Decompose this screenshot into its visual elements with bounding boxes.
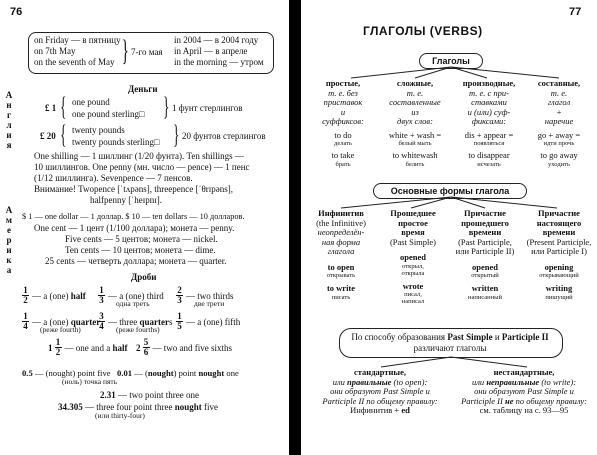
fraction-whole: 2 bbox=[136, 342, 141, 353]
pound1-line-1: one pound bbox=[72, 97, 110, 107]
fraction-symbol bbox=[98, 286, 105, 305]
verb-type-example-translation: исчезать bbox=[477, 160, 501, 168]
left-page bbox=[0, 0, 289, 455]
dollar-line-2: One cent — 1 цент (1/100 доллара); монета — penny. bbox=[34, 223, 235, 233]
fraction-item bbox=[48, 338, 128, 357]
dollar-line-1: $ 1 — one dollar — 1 доллар. $ 10 — ten dollars — 10 долларов. bbox=[22, 212, 245, 221]
verb-form-example: wrote bbox=[402, 280, 424, 291]
verb-form-example: opened bbox=[400, 252, 426, 262]
date-brace-label: 7-го мая bbox=[131, 47, 163, 57]
dollar-line-3: Five cents — 5 центов; монета — nickel. bbox=[65, 234, 218, 244]
dollar-line-5: 25 cents — четверть доллара; монета — quarter. bbox=[45, 256, 227, 266]
page-title: ГЛАГОЛЫ (VERBS) bbox=[363, 24, 483, 38]
fraction-text: — two and five sixths bbox=[152, 342, 232, 353]
verb-type-desc: ставками bbox=[471, 97, 507, 107]
verb-type-desc: т. е. с при- bbox=[469, 87, 509, 98]
fraction-numerator: 1 bbox=[23, 285, 28, 295]
verb-form-head: Причастие bbox=[464, 208, 506, 218]
irregular-line-1: или неправильные (to write): bbox=[471, 376, 577, 387]
decimal-line-1: 0.5 — (nought) point five 0.01 — (nought) point nought one bbox=[22, 368, 239, 378]
irregular-verbs bbox=[453, 368, 595, 416]
money-heading: Деньги bbox=[128, 84, 158, 94]
verb-type-head: производные, bbox=[462, 78, 516, 88]
regular-verbs bbox=[309, 368, 451, 416]
verb-form-head: времени bbox=[468, 227, 502, 237]
verb-form-example-translation: открывать bbox=[326, 272, 356, 279]
verb-type-desc: приставок bbox=[323, 97, 363, 107]
pound20-translation: 20 фунтов стерлингов bbox=[182, 131, 266, 141]
fraction-numerator: 3 bbox=[99, 311, 104, 321]
verb-form-example: written bbox=[471, 283, 499, 293]
pound20-brace-left: { bbox=[60, 120, 67, 149]
pound1-amount: £ 1 bbox=[45, 103, 57, 113]
shilling-line-5: halfpenny [ˈheɪpnɪ]. bbox=[90, 195, 162, 205]
fraction-numerator: 1 bbox=[177, 311, 182, 321]
verb-type-example: go + away = bbox=[537, 129, 581, 140]
america-side-label: А м е р и к а bbox=[5, 205, 13, 275]
fraction-symbol bbox=[176, 312, 183, 331]
decimal-line-3: 34.305 — three four point three nought five bbox=[58, 402, 218, 412]
pound1-brace-left: { bbox=[60, 92, 67, 121]
pound20-brace-right: } bbox=[173, 120, 180, 149]
verb-type-example: to do bbox=[334, 129, 352, 140]
verb-form-desc: (Past Simple) bbox=[389, 236, 437, 247]
verb-type-column bbox=[379, 79, 451, 168]
verb-type-desc: и (или) суф- bbox=[467, 106, 511, 117]
verb-type-desc: и bbox=[340, 106, 346, 117]
verb-form-head: простое bbox=[398, 217, 428, 228]
pound1-line-2: one pound sterling□ bbox=[72, 109, 145, 119]
shilling-line-2: 10 шиллингов. One penny (мн. число — pence) — 1 пенс bbox=[34, 162, 250, 172]
verb-form-example-translation: открыла bbox=[401, 269, 425, 277]
verb-form-head: прошедшего bbox=[461, 217, 509, 228]
verb-type-column bbox=[453, 79, 525, 168]
regular-line-1: или правильные (to open): bbox=[332, 376, 428, 387]
date-line-5: in April — в апреле bbox=[174, 46, 248, 56]
verbs-pill: Глаголы bbox=[419, 53, 483, 69]
verb-form-head: Инфинитив bbox=[318, 208, 364, 218]
fraction-text: — a (one) half bbox=[32, 290, 86, 301]
verb-form-example-translation: написал bbox=[401, 298, 425, 305]
dollar-line-4: Ten cents — 10 центов; монета — dime. bbox=[65, 245, 216, 255]
date-line-2: on 7th May bbox=[34, 46, 76, 56]
verb-form-example: to write bbox=[326, 283, 356, 293]
method-line-2: различают глаголы bbox=[413, 343, 487, 353]
verb-type-example-translation: белить bbox=[405, 160, 425, 168]
date-line-4: in 2004 — в 2004 году bbox=[174, 35, 259, 45]
verb-type-example-translation: появляться bbox=[473, 140, 505, 147]
verb-form-example: writing bbox=[545, 283, 573, 293]
fraction-numerator: 2 bbox=[177, 285, 182, 295]
pound20-line-2: twenty pounds sterling□ bbox=[72, 137, 160, 147]
dates-brace: } bbox=[121, 34, 129, 67]
verb-type-example-translation: делать bbox=[334, 140, 352, 147]
page-number-left: 76 bbox=[10, 6, 23, 18]
verb-form-desc: (Past Participle, bbox=[458, 236, 512, 247]
fraction-text: — a (one) third bbox=[108, 290, 164, 301]
fraction-text: — a (one) fifth bbox=[186, 316, 241, 327]
fraction-symbol bbox=[55, 338, 62, 357]
verb-type-example: to go away bbox=[540, 150, 578, 160]
pound20-amount: £ 20 bbox=[40, 131, 56, 141]
england-side-label: А н г л и я bbox=[5, 90, 13, 150]
verb-type-desc: фиксами: bbox=[471, 116, 507, 126]
fraction-denominator: 4 bbox=[99, 321, 104, 331]
fraction-symbol bbox=[143, 338, 150, 357]
verb-form-example: opening bbox=[544, 261, 574, 272]
verb-type-example: dis + appear = bbox=[464, 129, 514, 140]
date-line-3: on the seventh of May bbox=[34, 57, 115, 67]
verb-type-desc: + bbox=[556, 106, 562, 117]
fraction-numerator: 5 bbox=[143, 337, 149, 347]
verb-type-head: простые, bbox=[325, 78, 361, 88]
verb-type-head: сложные, bbox=[396, 78, 434, 88]
fraction-item bbox=[176, 312, 240, 331]
fraction-numerator: 1 bbox=[55, 337, 61, 347]
verb-form-head: Прошедшее bbox=[390, 208, 436, 218]
date-line-1: on Friday — в пятницу bbox=[34, 35, 121, 45]
verb-type-column bbox=[523, 79, 595, 168]
shilling-line-3: (1/12 шиллинга). Sevenpence — 7 пенсов. bbox=[34, 173, 193, 183]
fraction-text: — a (one) quarter bbox=[32, 316, 101, 327]
verb-form-example-translation: открытый bbox=[471, 272, 499, 279]
shilling-line-1: One shilling — 1 шиллинг (1/20 фунта). Ten shillings — bbox=[34, 151, 244, 161]
fraction-numerator: 1 bbox=[23, 311, 28, 321]
fraction-denominator: 2 bbox=[55, 347, 61, 357]
fraction-sub: две трети bbox=[194, 299, 225, 308]
verb-type-desc: наречие bbox=[544, 116, 574, 126]
book-gutter bbox=[289, 0, 301, 455]
verb-type-example: white + wash = bbox=[388, 129, 442, 140]
verb-type-desc: глагол bbox=[547, 97, 571, 107]
verb-type-desc: из bbox=[411, 106, 419, 117]
verb-form-head: Причастие bbox=[538, 208, 580, 218]
verb-type-desc: двух слов: bbox=[397, 116, 433, 126]
irregular-line-3: Participle II не по общему правилу: bbox=[461, 395, 587, 406]
verb-type-desc: т. е. bbox=[406, 87, 424, 98]
irregular-line-4: см. таблицу на с. 93—95 bbox=[479, 405, 569, 415]
verb-type-example-translation: брать bbox=[335, 160, 351, 168]
fraction-denominator: 3 bbox=[99, 295, 104, 305]
fraction-sub: (реже fourth) bbox=[40, 325, 81, 334]
fraction-symbol bbox=[176, 286, 183, 305]
verb-form-example: opened bbox=[472, 261, 498, 272]
verb-form-column bbox=[449, 209, 521, 301]
date-line-6: in the morning — утром bbox=[174, 57, 264, 67]
verb-form-example-translation: открывающий bbox=[539, 272, 579, 279]
fraction-denominator: 4 bbox=[23, 321, 28, 331]
verb-form-column bbox=[523, 209, 595, 301]
verb-form-desc: неопределён- bbox=[317, 227, 365, 237]
fraction-symbol bbox=[22, 286, 29, 305]
verb-form-desc: глагола bbox=[327, 246, 355, 256]
verb-form-head: времени bbox=[542, 227, 576, 237]
fraction-sub: одна треть bbox=[116, 299, 150, 308]
verb-type-example: to take bbox=[331, 150, 355, 160]
verb-type-column bbox=[307, 79, 379, 168]
verb-type-desc: т. е. bbox=[550, 87, 568, 98]
fraction-text: — one and a half bbox=[64, 342, 128, 353]
regular-head: стандартные, bbox=[354, 367, 406, 377]
fraction-whole: 1 bbox=[48, 342, 53, 353]
verb-type-head: составные, bbox=[537, 78, 581, 88]
verb-form-example-translation: открыл, bbox=[402, 262, 424, 270]
page-number-right: 77 bbox=[569, 6, 582, 18]
decimal-line-1-sub: (ноль) точка пять bbox=[62, 377, 118, 386]
verb-form-head: (the Infinitive) bbox=[316, 217, 366, 228]
verb-form-example-translation: пишущий bbox=[545, 293, 573, 301]
pound20-line-1: twenty pounds bbox=[72, 125, 125, 135]
verb-type-example: to disappear bbox=[468, 150, 510, 160]
fraction-denominator: 2 bbox=[23, 295, 28, 305]
regular-line-2: они образуют Past Simple и bbox=[330, 386, 430, 396]
verb-type-example-translation: уходить bbox=[548, 160, 570, 168]
verb-type-example: to whitewash bbox=[392, 150, 438, 160]
fraction-denominator: 3 bbox=[177, 295, 182, 305]
fraction-denominator: 6 bbox=[143, 347, 149, 357]
verb-form-example-translation: писал, bbox=[404, 291, 422, 298]
fraction-sub: (реже fourths) bbox=[116, 325, 160, 334]
irregular-head: нестандартные, bbox=[493, 367, 555, 377]
verb-type-example-translation: идти прочь bbox=[543, 140, 575, 147]
verb-type-desc: т. е. без bbox=[328, 87, 358, 98]
shilling-line-4: Внимание! Twopence [ˈtʌpəns], threepence [ˈθrɪpəns], bbox=[34, 184, 233, 194]
verb-form-desc: или Participle II) bbox=[455, 246, 515, 256]
verb-form-column bbox=[377, 209, 449, 305]
fraction-symbol bbox=[22, 312, 29, 331]
fraction-denominator: 5 bbox=[177, 321, 182, 331]
verb-type-example-translation: белый мыть bbox=[398, 140, 432, 147]
verb-form-example-translation: написанный bbox=[468, 293, 502, 301]
decimal-line-3-sub: (или thirty-four) bbox=[95, 411, 145, 420]
verb-type-desc: составленные bbox=[389, 97, 441, 107]
verb-form-head: настоящего bbox=[536, 217, 582, 228]
verb-form-desc: или Participle I) bbox=[531, 246, 587, 256]
verb-form-example-translation: писать bbox=[331, 293, 351, 301]
pound1-brace-right: } bbox=[163, 92, 170, 121]
verb-form-column bbox=[305, 209, 377, 301]
verb-form-desc: (Present Participle, bbox=[526, 236, 592, 247]
right-page bbox=[301, 0, 597, 455]
irregular-line-2: они образуют Past Simple и bbox=[474, 386, 574, 396]
fraction-symbol bbox=[98, 312, 105, 331]
regular-line-3: Participle II по общему правилу: bbox=[322, 395, 438, 406]
fraction-text: — three quarters bbox=[108, 316, 173, 327]
fraction-text: — two thirds bbox=[186, 290, 234, 301]
verb-form-head: время bbox=[401, 227, 425, 237]
decimal-line-2: 2.31 — two point three one bbox=[100, 390, 199, 400]
verb-type-desc: суффиксов: bbox=[322, 116, 364, 126]
fraction-numerator: 1 bbox=[99, 285, 104, 295]
forms-pill: Основные формы глагола bbox=[373, 183, 527, 199]
method-line-1: По способу образования Past Simple и Participle II bbox=[351, 332, 549, 342]
pound1-translation: 1 фунт стерлингов bbox=[172, 103, 243, 113]
fraction-item bbox=[136, 338, 232, 357]
fraction-item bbox=[22, 286, 86, 305]
fractions-heading: Дроби bbox=[131, 272, 157, 282]
regular-line-4: Инфинитив + ed bbox=[350, 405, 410, 415]
verb-form-example: to open bbox=[327, 261, 355, 272]
verb-form-desc: ная форма bbox=[321, 236, 361, 247]
